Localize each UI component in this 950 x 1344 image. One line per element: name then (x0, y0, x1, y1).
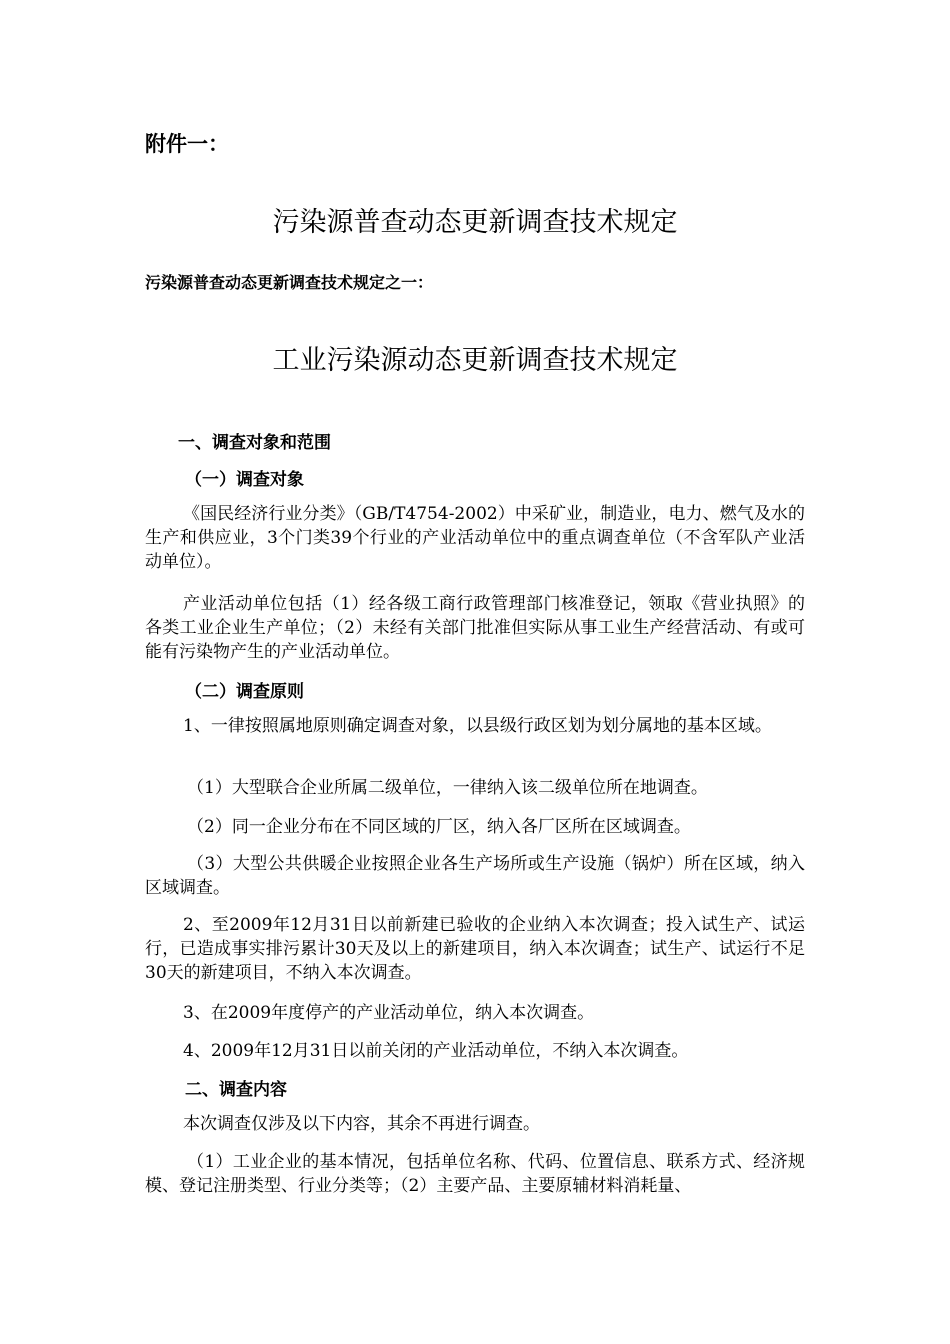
heading-principles: （二）调查原则 (185, 682, 304, 702)
main-title: 污染源普查动态更新调查技术规定 (272, 207, 678, 238)
paragraph-principle-3: 3、在2009年度停产的产业活动单位，纳入本次调查。 (183, 1003, 595, 1023)
paragraph-principle-1: 1、一律按照属地原则确定调查对象，以县级行政区划为划分属地的基本区域。 (183, 716, 772, 736)
paragraph-content-intro: 本次调查仅涉及以下内容，其余不再进行调查。 (183, 1114, 540, 1134)
paragraph-principle-1-1: （1）大型联合企业所属二级单位，一律纳入该二级单位所在地调查。 (187, 778, 708, 798)
heading-content: 二、调查内容 (185, 1080, 287, 1100)
subtitle: 污染源普查动态更新调查技术规定之一： (145, 273, 434, 292)
heading-objects: （一）调查对象 (185, 470, 304, 490)
paragraph-objects-scope: 《国民经济行业分类》（GB/T4754-2002）中采矿业，制造业，电力、燃气及水的生产和供应业，3个门类39个行业的产业活动单位中的重点调查单位（不含军队产业活动单位）。 (145, 504, 805, 572)
paragraph-principle-1-3: （3）大型公共供暖企业按照企业各生产场所或生产设施（锅炉）所在区域，纳入区域调查。 (145, 854, 805, 898)
paragraph-principle-4: 4、2009年12月31日以前关闭的产业活动单位，不纳入本次调查。 (183, 1041, 689, 1061)
paragraph-content-items: （1）工业企业的基本情况，包括单位名称、代码、位置信息、联系方式、经济规模、登记注册类型、行业分类等；（2）主要产品、主要原辅材料消耗量、 (145, 1152, 805, 1196)
paragraph-unit-definition: 产业活动单位包括（1）经各级工商行政管理部门核准登记，领取《营业执照》的各类工业企业生产单位；（2）未经有关部门批准但实际从事工业生产经营活动、有或可能有污染物产生的产业活动单位。 (145, 594, 805, 662)
attachment-label: 附件一： (145, 132, 229, 156)
paragraph-principle-1-2: （2）同一企业分布在不同区域的厂区，纳入各厂区所在区域调查。 (187, 817, 691, 837)
heading-scope: 一、调查对象和范围 (178, 433, 331, 453)
section-title: 工业污染源动态更新调查技术规定 (272, 345, 678, 376)
paragraph-principle-2: 2、至2009年12月31日以前新建已验收的企业纳入本次调查；投入试生产、试运行，已造成事实排污累计30天及以上的新建项目，纳入本次调查；试生产、试运行不足30天的新建项目，不纳入本次调查。 (145, 915, 805, 983)
